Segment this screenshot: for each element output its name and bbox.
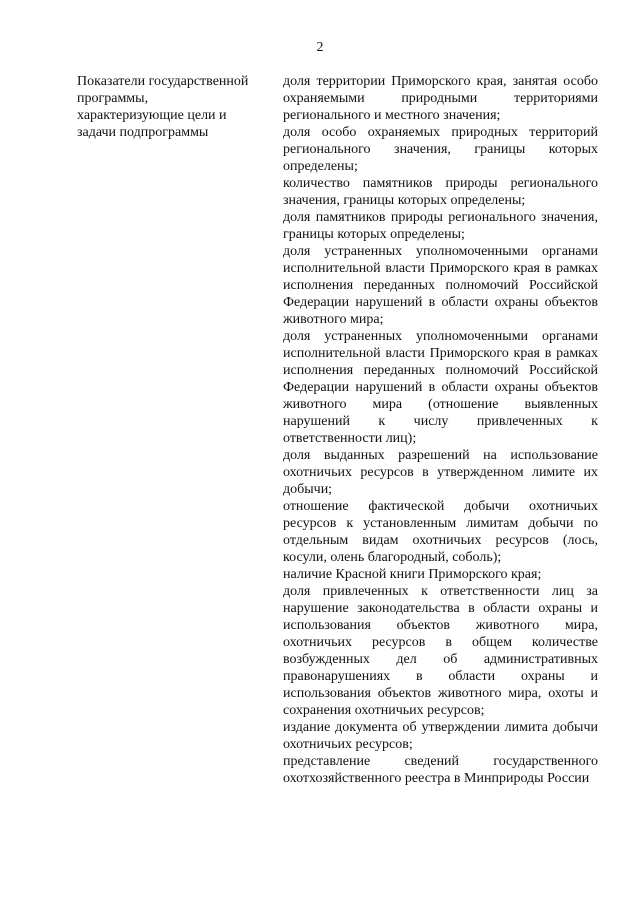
indicator-item: отношение фактической добычи охотничьих ресурсов к установленным лимитам добычи по отдельным видам охотничьих ресурсов (лось, косули, олень благородный, соболь); [283, 499, 598, 565]
row-label-line: программы, [77, 91, 149, 106]
indicator-item: доля территории Приморского края, занятая особо охраняемыми природными территориями регионального и местного значения; [283, 74, 598, 123]
indicator-item: наличие Красной книги Приморского края; [283, 567, 542, 582]
row-label [77, 73, 273, 141]
indicator-item: доля устраненных уполномоченными органами исполнительной власти Приморского края в рамках исполнения переданных полномочий Российской Федерации нарушений в области охраны объектов животного мира (отношение выявленных нарушений к числу привлеченных к ответственности лиц); [283, 329, 598, 446]
indicator-item: представление сведений государственного охотхозяйственного реестра в Минприроды России [283, 754, 598, 786]
row-label-line: задачи подпрограммы [77, 125, 209, 140]
indicator-item: доля памятников природы регионального значения, границы которых определены; [283, 210, 598, 242]
indicator-item: доля привлеченных к ответственности лиц за нарушение законодательства в области охраны и использования объектов животного мира, охотничьих ресурсов в общем количестве возбужденных дел об административных правонарушениях в области охраны и использования объектов животного мира, охоты и сохранения охотничьих ресурсов; [283, 584, 598, 718]
row-label-line: характеризующие цели и [77, 108, 227, 123]
indicator-item: издание документа об утверждении лимита добычи охотничьих ресурсов; [283, 720, 598, 752]
indicator-item: доля устраненных уполномоченными органами исполнительной власти Приморского края в рамках исполнения переданных полномочий Российской Федерации нарушений в области охраны объектов животного мира; [283, 244, 598, 327]
page-number: 2 [316, 40, 324, 55]
indicator-item: доля выданных разрешений на использование охотничьих ресурсов в утвержденном лимите их добычи; [283, 448, 598, 497]
indicators-list [283, 73, 598, 787]
indicator-item: количество памятников природы регионального значения, границы которых определены; [283, 176, 598, 208]
indicator-item: доля особо охраняемых природных территорий регионального значения, границы которых определены; [283, 125, 598, 174]
row-label-line: Показатели государственной [77, 74, 249, 89]
